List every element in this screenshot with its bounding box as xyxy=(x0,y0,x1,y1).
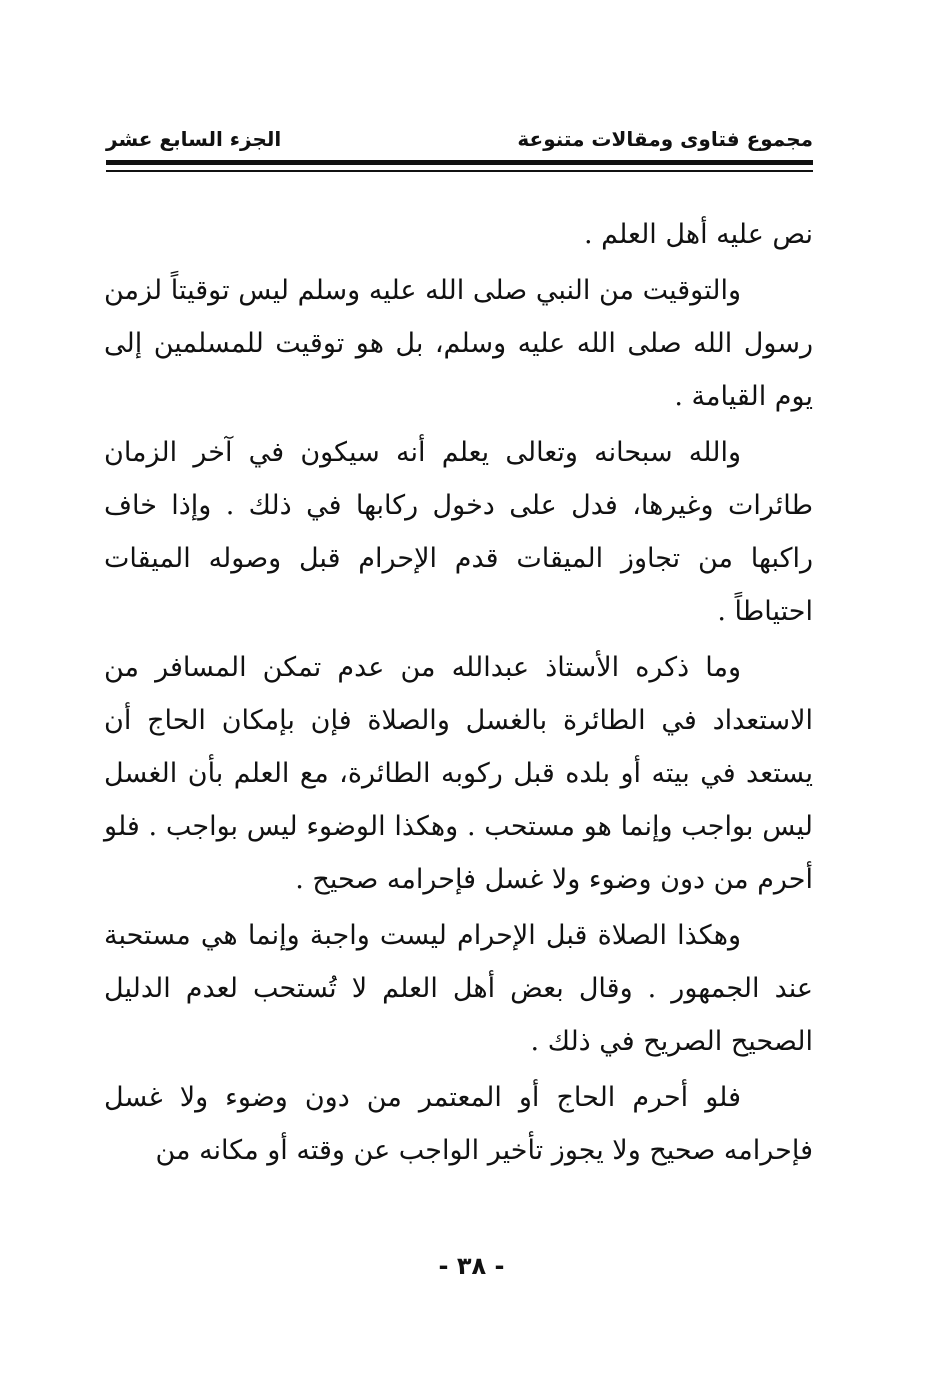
paragraph-3: والله سبحانه وتعالى يعلم أنه سيكون في آخر الزمان طائرات وغيرها، فدل على دخول ركابها في ذلك . وإذا خاف راكبها من تجاوز الميقات قدم الإحرام قبل وصوله الميقات احتياطاً . xyxy=(104,437,813,627)
paragraph-5: وهكذا الصلاة قبل الإحرام ليست واجبة وإنما هي مستحبة عند الجمهور . وقال بعض أهل العلم لا تُستحب لعدم الدليل الصحيح الصريح في ذلك . xyxy=(104,920,813,1057)
volume-label: الجزء السابع عشر xyxy=(106,127,282,151)
paragraph-4: وما ذكره الأستاذ عبدالله من عدم تمكن المسافر من الاستعداد في الطائرة بالغسل والصلاة فإن بإمكان الحاج أن يستعد في بيته أو بلده قبل ركوبه الطائرة، مع العلم بأن الغسل ليس بواجب وإنما هو مستحب . وهكذا الوضوء ليس بواجب . فلو أحرم من دون وضوء ولا غسل فإحرامه صحيح . xyxy=(104,652,813,895)
page-number: - ٣٨ - xyxy=(438,1252,505,1280)
paragraph-6: فلو أحرم الحاج أو المعتمر من دون وضوء ولا غسل فإحرامه صحيح ولا يجوز تأخير الواجب عن وقته أو مكانه من xyxy=(104,1082,813,1166)
header-rule-thick xyxy=(106,160,813,165)
running-header xyxy=(106,120,813,160)
paragraph-2: والتوقيت من النبي صلى الله عليه وسلم ليس توقيتاً لزمن رسول الله صلى الله عليه وسلم، بل هو توقيت للمسلمين إلى يوم القيامة . xyxy=(104,275,813,412)
body-text xyxy=(104,208,813,1180)
paragraph-1: نص عليه أهل العلم . xyxy=(583,219,813,250)
header-rule-thin xyxy=(106,170,813,172)
book-title: مجموع فتاوى ومقالات متنوعة xyxy=(517,127,813,151)
